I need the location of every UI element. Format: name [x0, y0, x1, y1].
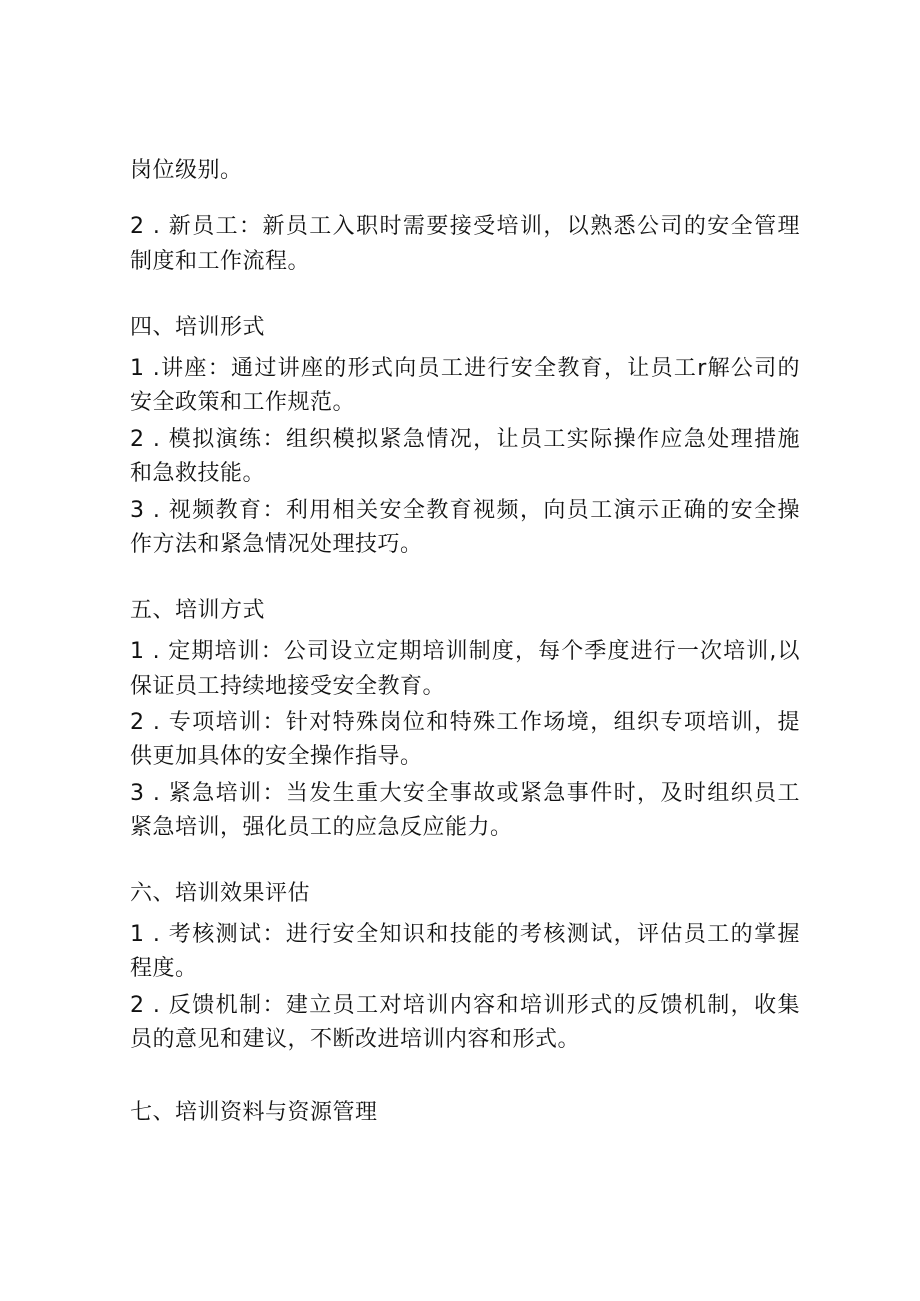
- list-item-exam-line1: 1 . 考核测试：进行安全知识和技能的考核测试，评估员工的掌握: [130, 922, 800, 947]
- list-item-periodic-line2: 保证员工持续地接受安全教育。: [130, 674, 446, 699]
- list-item-periodic-line1: 1 . 定期培训：公司设立定期培训制度，每个季度进行一次培训,以: [130, 639, 800, 664]
- list-item-drill-line2: 和急救技能。: [130, 461, 266, 486]
- list-item-new-staff-line1: 2 . 新员工：新员工入职时需要接受培训，以熟悉公司的安全管理: [130, 214, 800, 239]
- list-item-lecture-line2: 安全政策和工作规范。: [130, 390, 356, 415]
- list-item-special-line1: 2 . 专项培训：针对特殊岗位和特殊工作场境，组织专项培训，提: [130, 710, 800, 735]
- paragraph-continued: 岗位级别。: [130, 158, 243, 183]
- section-heading-evaluation: 六、培训效果评估: [130, 881, 311, 906]
- list-item-new-staff-line2: 制度和工作流程。: [130, 249, 311, 274]
- list-item-exam-line2: 程度。: [130, 956, 198, 981]
- list-item-drill-line1: 2 . 模拟演练：组织模拟紧急情况，让员工实际操作应急处理措施: [130, 427, 800, 452]
- list-item-feedback-line2: 员的意见和建议，不断改进培训内容和形式。: [130, 1027, 581, 1052]
- list-item-video-line2: 作方法和紧急情况处理技巧。: [130, 532, 423, 557]
- section-heading-training-form: 四、培训形式: [130, 315, 266, 340]
- list-item-special-line2: 供更加具体的安全操作指导。: [130, 744, 423, 769]
- list-item-feedback-line1: 2 . 反馈机制：建立员工对培训内容和培训形式的反馈机制，收集: [130, 993, 800, 1018]
- section-heading-training-method: 五、培训方式: [130, 598, 266, 623]
- list-item-lecture-line1: 1 .讲座：通过讲座的形式向员工进行安全教育，让员工r解公司的: [130, 356, 800, 381]
- list-item-emergency-line1: 3 . 紧急培训：当发生重大安全事故或紧急事件时，及时组织员工: [130, 781, 800, 806]
- section-heading-materials: 七、培训资料与资源管理: [130, 1100, 378, 1125]
- list-item-video-line1: 3 . 视频教育：利用相关安全教育视频，向员工演示正确的安全操: [130, 498, 800, 523]
- list-item-emergency-line2: 紧急培训，强化员工的应急反应能力。: [130, 815, 513, 840]
